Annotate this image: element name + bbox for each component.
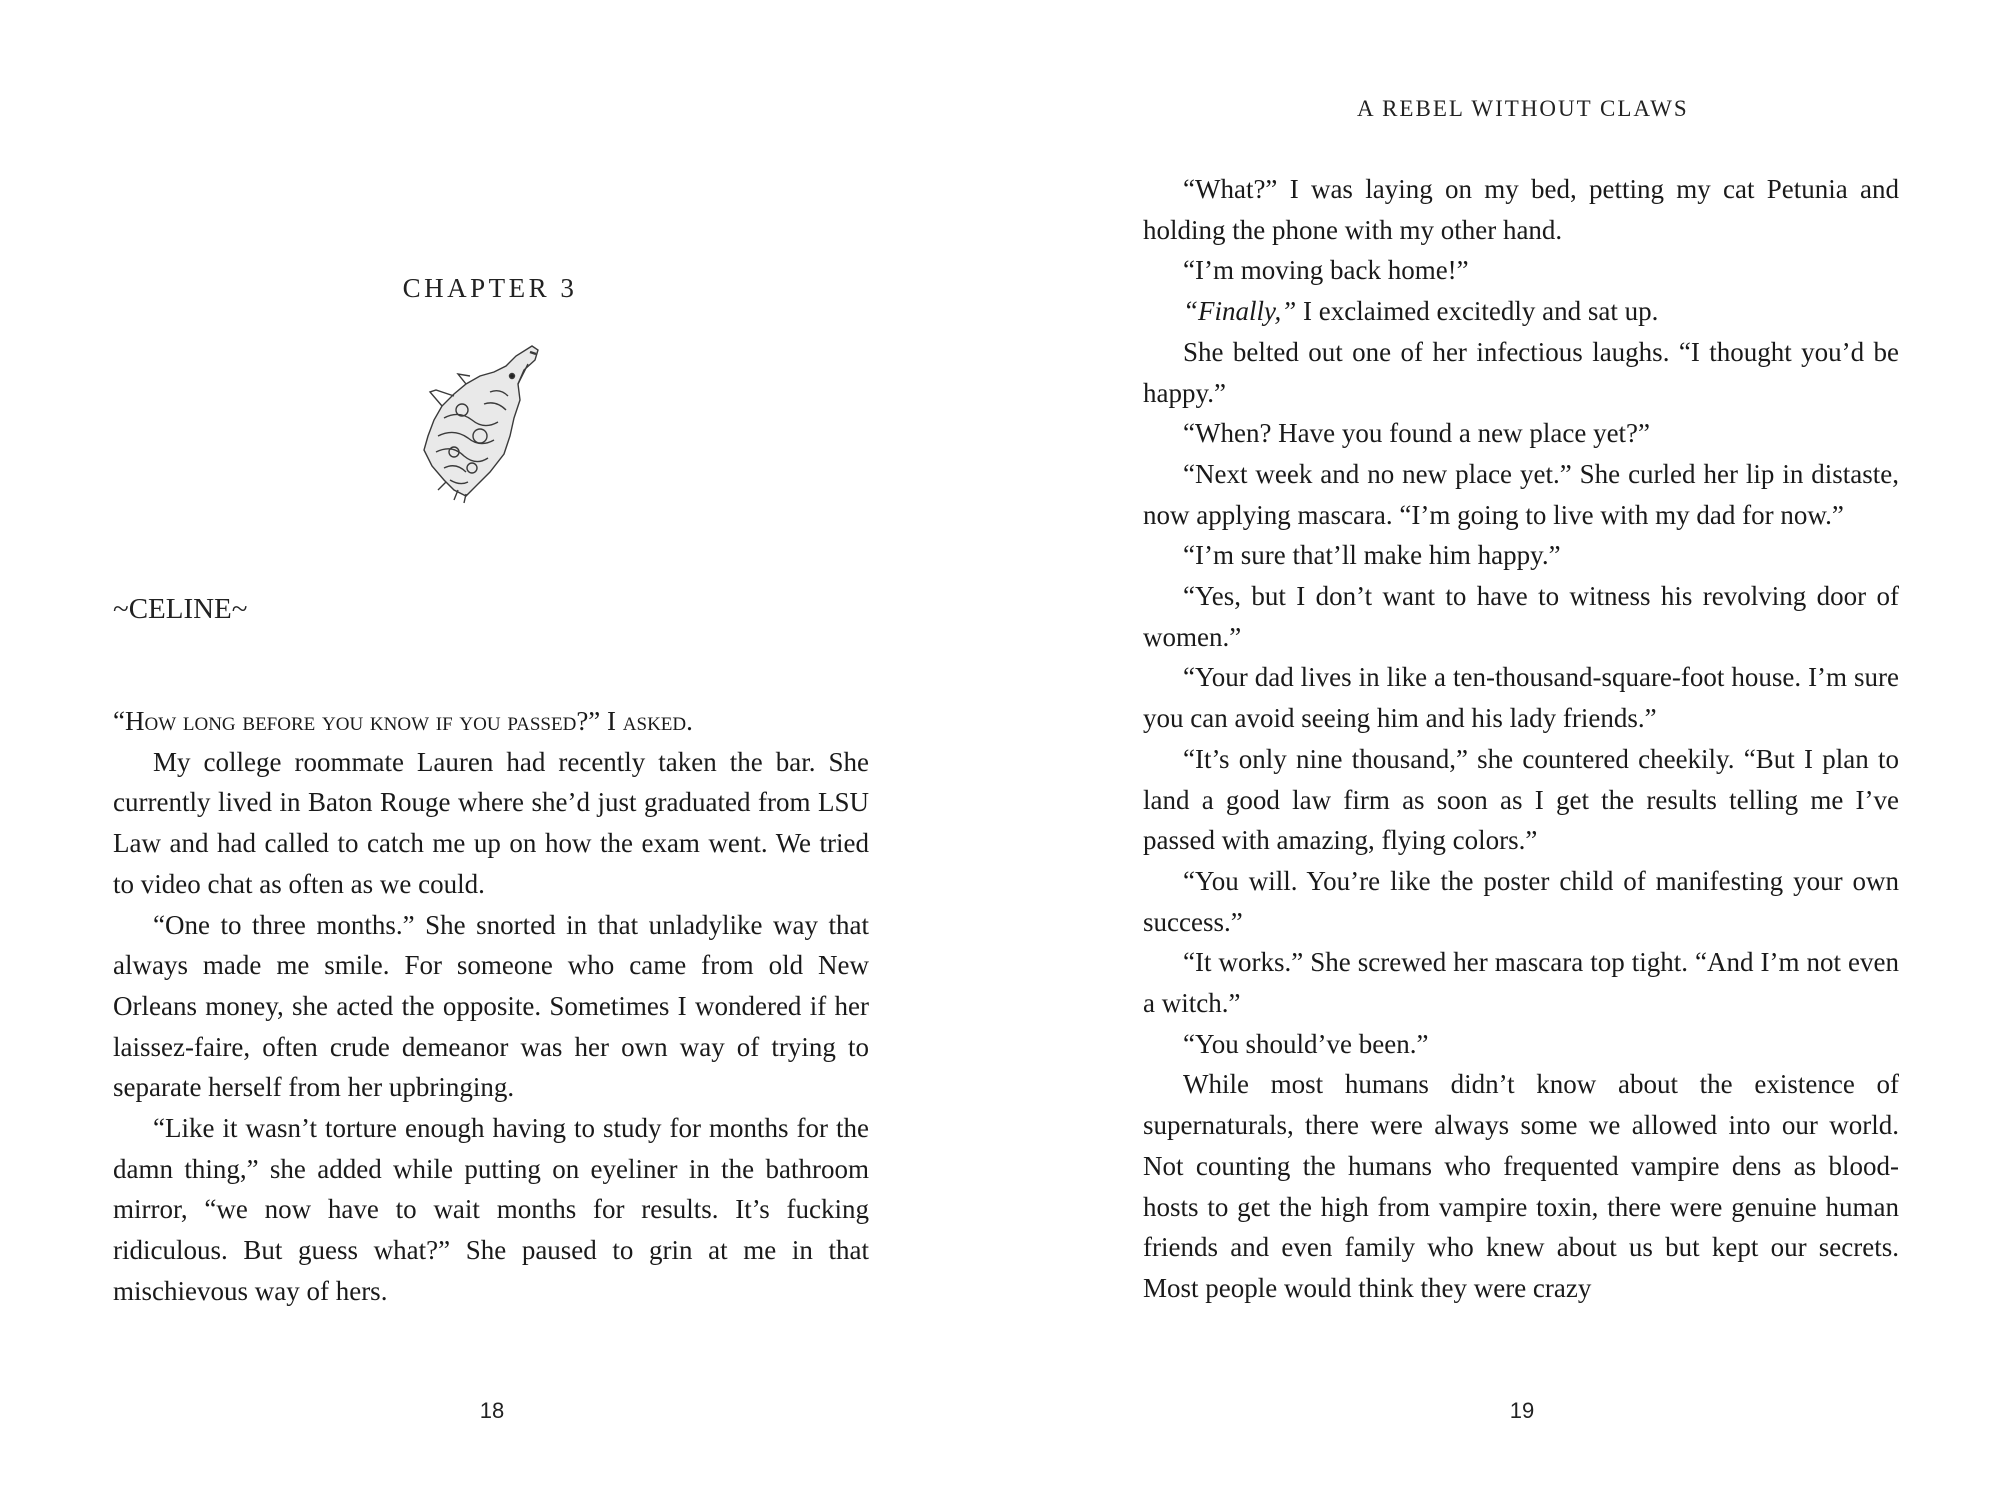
paragraph: “I’m moving back home!”	[1183, 255, 1469, 286]
paragraph: “I’m sure that’ll make him happy.”	[1183, 540, 1561, 571]
paragraph: “It works.” She screwed her mascara top tight. “And I’m not even a witch.”	[1143, 947, 1899, 1019]
paragraph: “It’s only nine thousand,” she countered cheekily. “But I plan to land a good law firm as soon as I get the results telling me I’ve passed with amazing, flying colors.”	[1143, 743, 1899, 856]
paragraph: My college roommate Lauren had recently taken the bar. She currently lived in Baton Rouge where she’d just graduated from LSU Law and had called to catch me up on how the exam went. We tried to video chat as often as we could.	[113, 746, 869, 899]
paragraph: While most humans didn’t know about the existence of supernaturals, there were always some we allowed into our world. Not counting the humans who frequented vampire dens as blood-hosts to get the high from vampire toxin, there were genuine human friends and even family who knew about us but kept our secrets. Most people would think they were crazy	[1143, 1069, 1899, 1303]
opening-smallcaps: “How long before you know if you passed?” I asked.	[113, 706, 693, 736]
paragraph: She belted out one of her infectious laughs. “I thought you’d be happy.”	[1143, 336, 1899, 408]
paragraph: “Your dad lives in like a ten-thousand-square-foot house. I’m sure you can avoid seeing him and his lady friends.”	[1143, 662, 1899, 734]
paragraph: “One to three months.” She snorted in that unladylike way that always made me smile. For someone who came from old New Orleans money, she acted the opposite. Sometimes I wondered if her laissez-faire, often crude demeanor was her own way of trying to separate herself from her upbringing.	[113, 909, 869, 1103]
paragraph: “You will. You’re like the poster child of manifesting your own success.”	[1143, 865, 1899, 937]
right-body-text	[1143, 169, 1899, 1309]
chapter-title: CHAPTER 3	[402, 273, 578, 303]
paragraph: “Like it wasn’t torture enough having to study for months for the damn thing,” she added while putting on eyeliner in the bathroom mirror, “we now have to wait months for results. It’s fucking ridiculous. But guess what?” She paused to grin at me in that mischievous way of hers.	[113, 1113, 869, 1306]
paragraph: “You should’ve been.”	[1183, 1028, 1429, 1059]
paragraph: “Next week and no new place yet.” She curled her lip in distaste, now applying mascara. “I’m going to live with my dad for now.”	[1143, 458, 1899, 530]
paragraph: “Yes, but I don’t want to have to witness his revolving door of women.”	[1143, 581, 1899, 652]
left-body-text	[113, 701, 869, 1312]
paragraph-italic-start	[1143, 291, 1899, 332]
paragraph: “What?” I was laying on my bed, petting my cat Petunia and holding the phone with my other hand.	[1143, 174, 1899, 245]
howling-wolf-icon	[414, 340, 554, 505]
italic-word: “Finally,”	[1183, 296, 1297, 327]
opening-line	[113, 701, 869, 742]
running-head: A REBEL WITHOUT CLAWS	[1357, 96, 1689, 121]
paragraph-rest: I exclaimed excitedly and sat up.	[1296, 296, 1659, 327]
paragraph: “When? Have you found a new place yet?”	[1183, 418, 1651, 449]
page-number-left: 18	[479, 1398, 505, 1423]
page-number-right: 19	[1509, 1398, 1535, 1423]
pov-heading: ~CELINE~	[113, 593, 248, 625]
